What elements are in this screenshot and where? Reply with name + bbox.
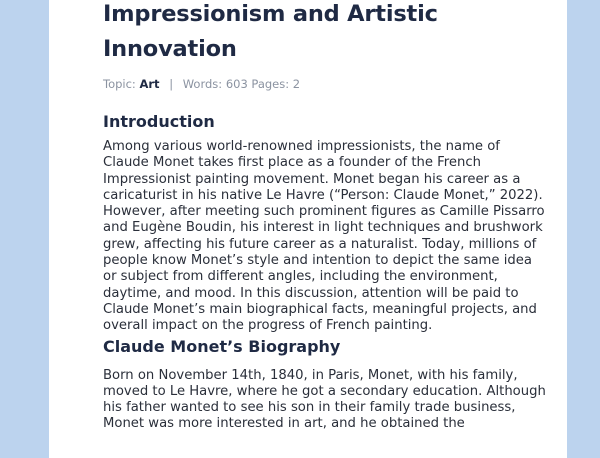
section-heading-introduction: Introduction bbox=[103, 112, 215, 131]
meta-separator: | bbox=[169, 77, 174, 91]
word-count: Words: 603 bbox=[182, 77, 248, 91]
document-meta bbox=[103, 76, 547, 92]
introduction-paragraph: Among various world-renowned impressionists, the name of Claude Monet takes first place as a founder of the French Impressionist painting movement. Monet began his career as a caricaturist in his native Le Havre (“Person: Claude Monet,” 2022). However, after meeting such prominent figures as Camille Pissarro and Eugène Boudin, his interest in light techniques and brushwork grew, affecting his future career as a naturalist. Today, millions of people know Monet’s style and intention to depict the same idea or subject from different angles, including the environment, daytime, and mood. In this discussion, attention will be paid to Claude Monet’s main biographical facts, meaningful projects, and overall impact on the progress of French painting. bbox=[103, 139, 545, 334]
section-heading-biography: Claude Monet’s Biography bbox=[103, 336, 341, 356]
document-content bbox=[103, 0, 547, 433]
biography-paragraph: Born on November 14th, 1840, in Paris, Monet, with his family, moved to Le Havre, where he got a secondary education. Although his father wanted to see his son in their family trade business, Monet was more interested in art, and he obtained the bbox=[103, 367, 546, 432]
page-count: Pages: 2 bbox=[251, 77, 301, 91]
document-title: Impressionism and Artistic Innovation bbox=[103, 1, 438, 62]
document-page bbox=[49, 0, 567, 458]
topic-link[interactable]: Art bbox=[139, 77, 160, 91]
topic-label: Topic: bbox=[103, 77, 136, 91]
